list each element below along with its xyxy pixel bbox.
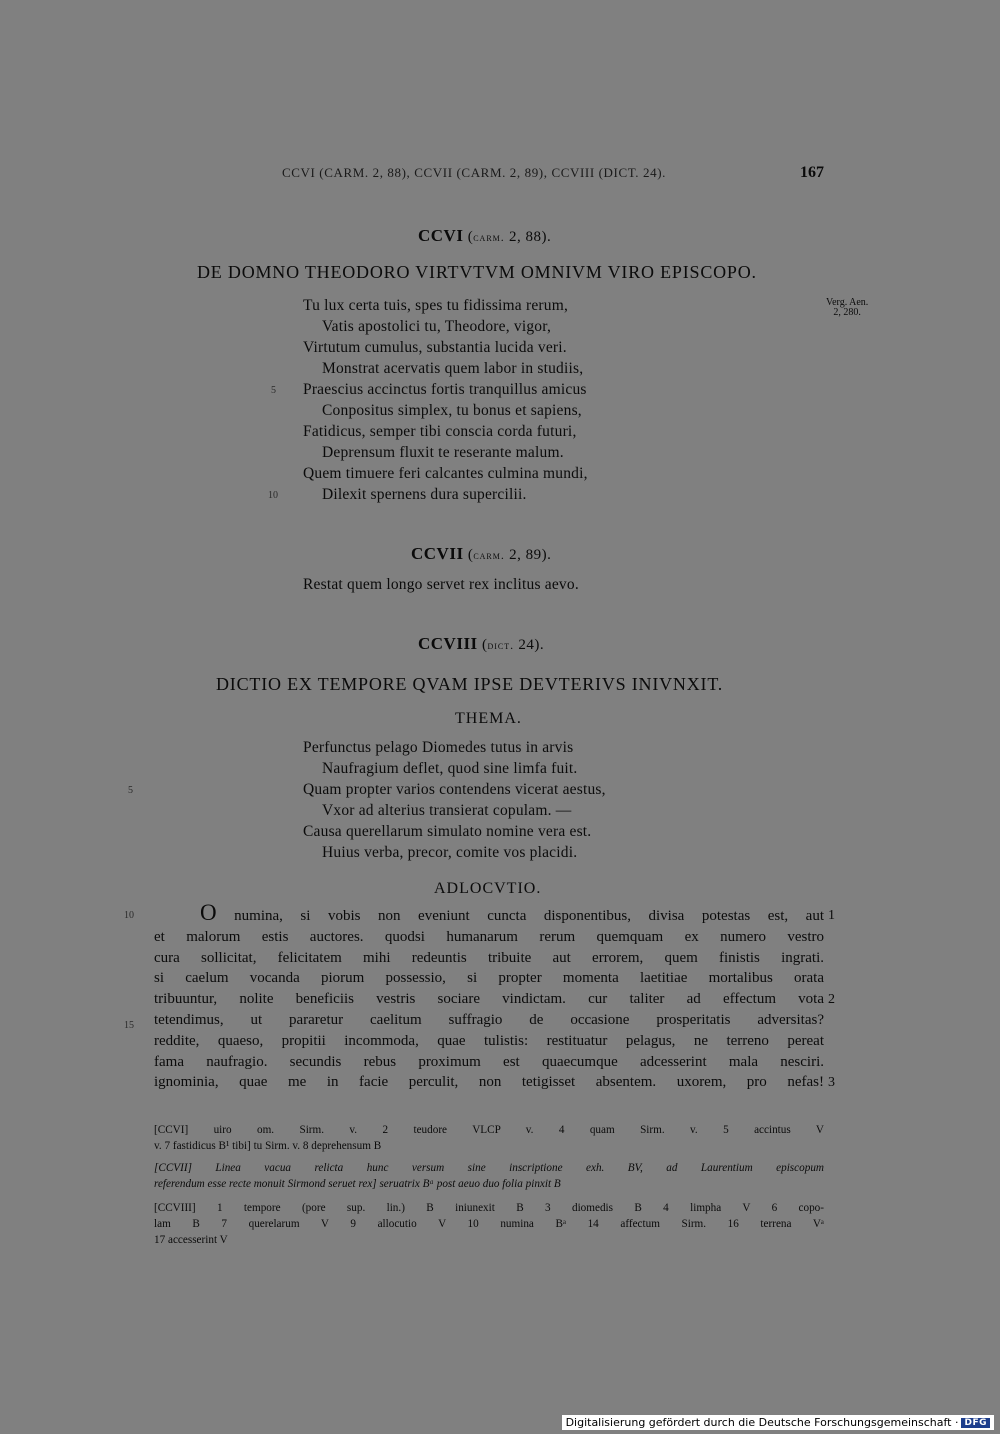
heading-rest: 24).	[514, 637, 545, 653]
heading-open: (	[463, 547, 474, 563]
verse-line: Monstrat acervatis quem labor in studiis,	[322, 360, 584, 377]
verse-line: Perfunctus pelago Diomedes tutus in arvis	[303, 739, 574, 756]
margin-reference-line: Verg. Aen.	[826, 297, 869, 308]
right-margin-mark: 2	[828, 992, 835, 1007]
apparatus-line: [CCVIII] 1 tempore (pore sup. lin.) B iniunexit B 3 diomedis B 4 limpha V 6 copo-	[154, 1202, 824, 1214]
verse-line: Dilexit spernens dura supercilii.	[322, 486, 527, 503]
thema-heading: THEMA.	[455, 710, 522, 727]
apparatus-line: 17 accesserint V	[154, 1234, 228, 1246]
heading-smallcaps: carm.	[473, 548, 505, 562]
apparatus-line: [CCVI] uiro om. Sirm. v. 2 teudore VLCP v. 4 quam Sirm. v. 5 accintus V	[154, 1124, 824, 1136]
apparatus-line: lam B 7 querelarum V 9 allocutio V 10 numina Bᵃ 14 affectum Sirm. 16 terrena Vᵃ	[154, 1218, 824, 1230]
dictio-title: DICTIO EX TEMPORE QVAM IPSE DEVTERIVS INIVNXIT.	[216, 674, 724, 694]
apparatus-line: v. 7 fastidicus B¹ tibi] tu Sirm. v. 8 deprehensum B	[154, 1140, 382, 1152]
dfg-logo: DFG	[961, 1418, 990, 1428]
heading-open: (	[477, 637, 488, 653]
right-margin-mark: 3	[828, 1075, 835, 1090]
heading-number: CCVI	[418, 226, 464, 245]
section-heading-ccvi	[418, 226, 551, 246]
verse-line: Deprensum fluxit te reserante malum.	[322, 444, 564, 461]
prose-line: si caelum vocanda piorum possessio, si propter momenta laetitiae mortalibus orata	[154, 970, 824, 987]
verse-line: Naufragium deflet, quod sine limfa fuit.	[322, 760, 578, 777]
adlocutio-heading: ADLOCVTIO.	[434, 880, 542, 897]
line-number: 10	[268, 490, 278, 501]
prose-line	[154, 900, 824, 927]
apparatus-ccvii	[154, 1160, 824, 1192]
dfg-footer-text: Digitalisierung gefördert durch die Deutsche Forschungsgemeinschaft ·	[565, 1416, 959, 1429]
apparatus-line: referendum esse recte monuit Sirmond seruet rex] seruatrix Bᵃ post aeuo duo folia pinxit B	[154, 1178, 561, 1190]
apparatus-ccvi	[154, 1122, 824, 1154]
line-number: 10	[124, 910, 134, 921]
heading-number: CCVII	[411, 544, 464, 563]
heading-smallcaps: carm.	[473, 230, 505, 244]
prose-line: ignominia, quae me in facie perculit, non tetigisset absentem. uxorem, pro nefas!	[154, 1074, 824, 1091]
prose-line: tribuuntur, nolite beneficiis vestris sociare vindictam. cur taliter ad effectum vota	[154, 991, 824, 1008]
line-number: 5	[271, 385, 276, 396]
margin-reference	[826, 298, 868, 318]
line-number: 5	[128, 785, 133, 796]
apparatus-ccviii	[154, 1200, 824, 1248]
heading-open: (	[463, 229, 474, 245]
poem-title-ccvi: DE DOMNO THEODORO VIRTVTVM OMNIVM VIRO EPISCOPO.	[197, 262, 757, 282]
prose-line: tetendimus, ut pararetur caelitum suffragio de occasione prosperitatis adversitas?	[154, 1011, 824, 1028]
verse-line: Fatidicus, semper tibi conscia corda futuri,	[303, 423, 577, 440]
prose-text: numina, si vobis non eveniunt cuncta disponentibus, divisa potestas est, aut	[234, 908, 824, 924]
heading-rest: 2, 89).	[504, 547, 552, 563]
verse-line: Vatis apostolici tu, Theodore, vigor,	[322, 318, 552, 335]
section-heading-ccvii	[411, 544, 551, 564]
line-number: 15	[124, 1020, 134, 1031]
section-heading-ccviii	[418, 634, 544, 654]
verse-line: Virtutum cumulus, substantia lucida veri.	[303, 339, 567, 356]
heading-rest: 2, 88).	[504, 229, 552, 245]
prose-line: cura sollicitat, felicitatem mihi redeuntis tribuite aut errorem, quem finistis ingrati.	[154, 949, 824, 966]
verse-line: Tu lux certa tuis, spes tu fidissima rerum,	[303, 297, 569, 314]
running-head: CCVI (CARM. 2, 88), CCVII (CARM. 2, 89), CCVIII (DICT. 24).	[282, 165, 666, 180]
adlocutio-prose	[154, 900, 824, 1093]
right-margin-mark: 1	[828, 908, 835, 923]
prose-line: fama naufragio. secundis rebus proximum est quaecumque adcesserint mala nesciri.	[154, 1053, 824, 1070]
verse-line: Conpositus simplex, tu bonus et sapiens,	[322, 402, 582, 419]
verse-line: Causa querellarum simulato nomine vera est.	[303, 823, 592, 840]
verse-line: Quem timuere feri calcantes culmina mundi,	[303, 465, 588, 482]
verse-line: Restat quem longo servet rex inclitus aevo.	[303, 576, 579, 593]
prose-line: reddite, quaeso, propitii incommoda, quae tulistis: restituatur pelagus, ne terreno pereat	[154, 1032, 824, 1049]
prose-line: et malorum estis auctores. quodsi humanarum rerum quemquam ex numero vestro	[154, 928, 824, 945]
heading-number: CCVIII	[418, 634, 478, 653]
heading-smallcaps: dict.	[487, 638, 515, 652]
dfg-footer	[562, 1415, 994, 1430]
verse-line: Praescius accinctus fortis tranquillus amicus	[303, 381, 587, 398]
margin-reference-line: 2, 280.	[833, 307, 861, 318]
verse-line: Vxor ad alterius transierat copulam. —	[322, 802, 572, 819]
verse-line: Quam propter varios contendens vicerat aestus,	[303, 781, 606, 798]
page-number: 167	[800, 164, 824, 181]
apparatus-line: [CCVII] Linea vacua relicta hunc versum sine inscriptione exh. BV, ad Laurentium episcopum	[154, 1162, 824, 1174]
verse-line: Huius verba, precor, comite vos placidi.	[322, 844, 578, 861]
drop-capital: O	[200, 900, 217, 925]
